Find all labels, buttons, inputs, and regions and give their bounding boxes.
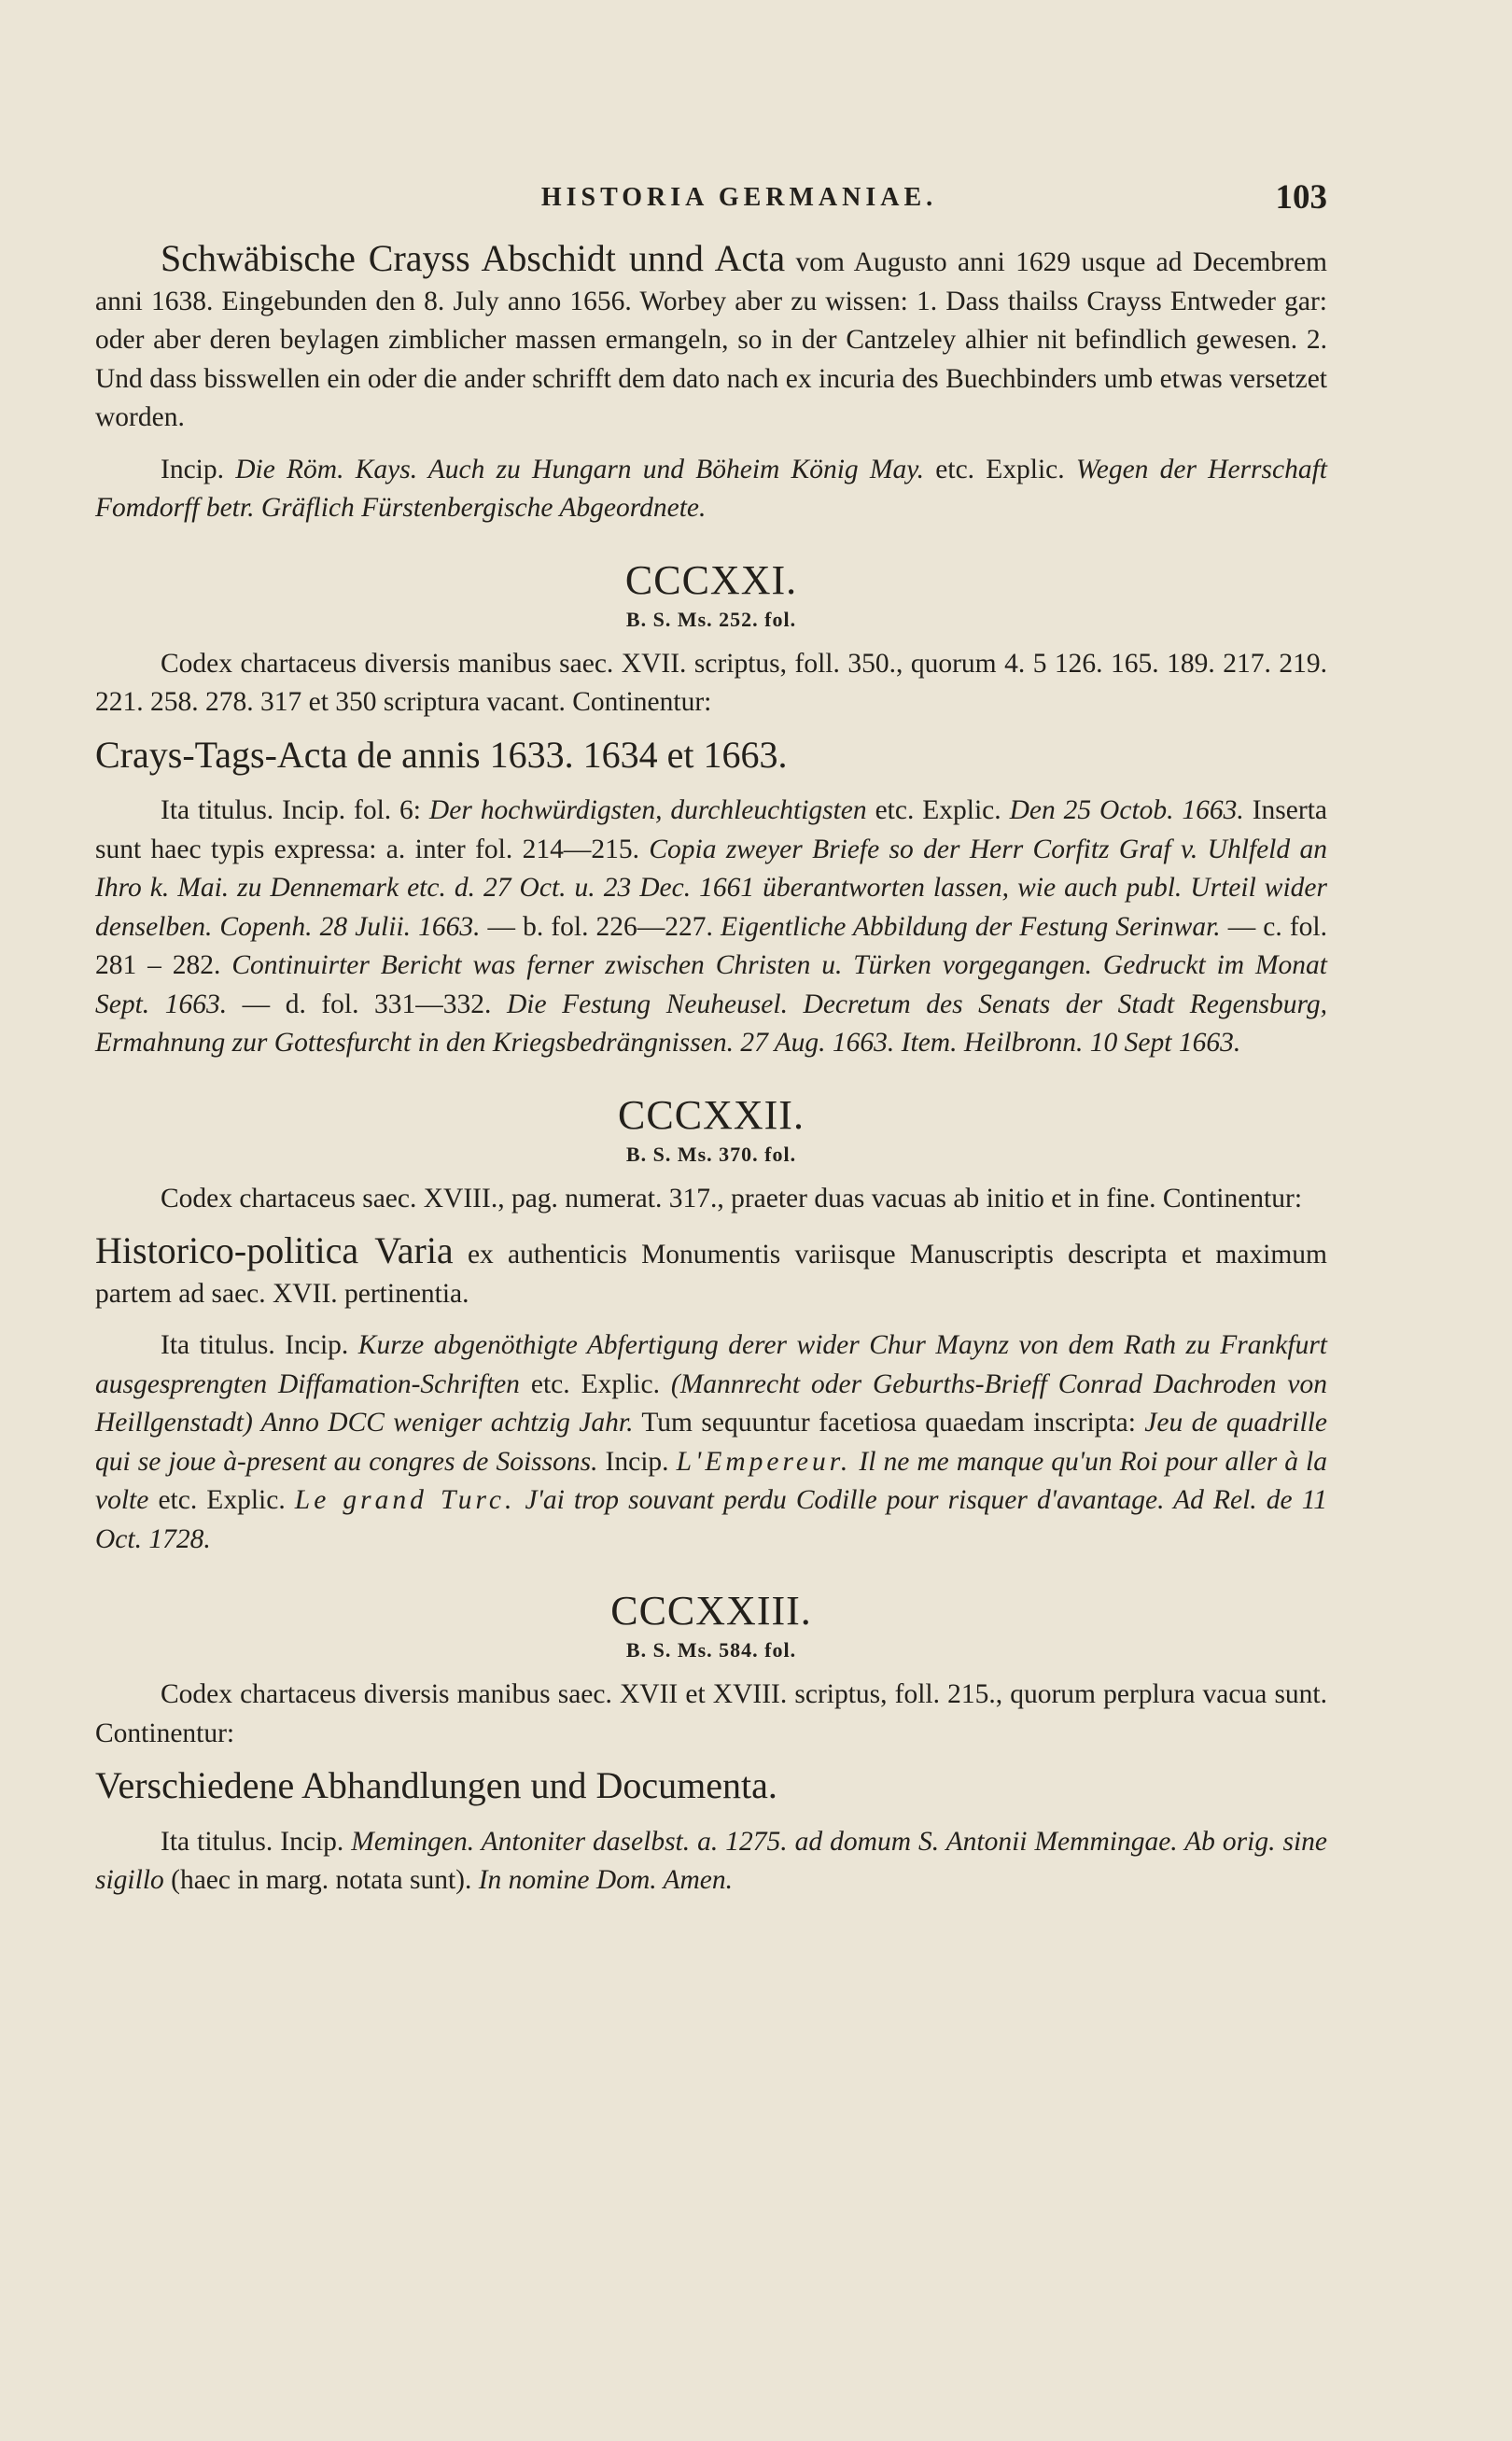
text-segment: Incip. [597,1446,677,1477]
italic-segment: Den 25 Octob. 1663. [1009,795,1244,825]
entry-322-contents [95,1326,1327,1559]
entry-321-shelfmark: B. S. Ms. 252. fol. [625,607,797,631]
entry-323-lead: Verschiedene Abhandlungen und Documenta. [95,1764,777,1806]
entry-321-contents [95,792,1327,1063]
entry-323-description: Codex chartaceus diversis manibus saec. XVII et XVIII. scriptus, foll. 215., quorum perplura vacua sunt. Continentur: [95,1679,1327,1748]
italic-segment: In nomine Dom. Amen. [478,1865,734,1895]
entry-320-explic-text: Wegen der Herrschaft Fomdorff betr. Gräflich Fürstenbergische Abgeordnete. [95,454,1327,523]
text-segment: Tum sequuntur facetiosa quaedam inscripta: [633,1408,1145,1438]
italic-segment: Kurze abgenöthigte Abfertigung derer wider Chur Maynz von dem Rath zu Frankfurt ausgesprengten Diffamation-Schriften [95,1330,1327,1399]
italic-segment: Jeu de quadrille qui se joue à-present au congres de Soissons. [95,1408,1327,1477]
text-segment: etc. Explic. [866,795,1010,825]
italic-spaced-segment: Le grand Turc. [294,1485,516,1515]
entry-320-lead: Schwäbische Crayss Abschidt unnd Acta [161,237,786,279]
page-number: 103 [1275,178,1327,217]
entry-320-incip-text: Die Röm. Kays. Auch zu Hungarn und Böheim König May. [235,454,925,484]
entry-323-number: CCCXXIII. [610,1588,812,1634]
text-segment: — d. fol. 331—332. [227,989,507,1019]
running-title: HISTORIA GERMANIAE. [540,183,938,212]
italic-segment: Memingen. Antoniter daselbst. a. 1275. ad domum S. Antonii Memmingae. Ab orig. sine sigillo [95,1826,1327,1895]
text-segment: Ita titulus. Incip. fol. 6: [161,795,429,825]
entry-322-description: Codex chartaceus saec. XVIII., pag. numerat. 317., praeter duas vacuas ab initio et in fine. Continentur: [161,1183,1303,1213]
italic-segment: Continuirter Bericht was ferner zwischen Christen u. Türken vorgegangen. Gedruckt im Monat Sept. 1663. [95,950,1327,1019]
entry-320-description [95,239,1327,438]
italic-segment: J'ai trop souvant perdu Codille pour risquer d'avantage. Ad Rel. de 11 Oct. 1728. [95,1485,1327,1554]
entry-321-description: Codex chartaceus diversis manibus saec. XVII. scriptus, foll. 350., quorum 4. 5 126. 165. 189. 217. 219. 221. 258. 278. 317 et 350 scriptura vacant. Continentur: [95,648,1327,717]
entry-323-shelfmark: B. S. Ms. 584. fol. [625,1638,797,1662]
text-segment: Ita titulus. Incip. [161,1330,358,1360]
entry-320-incipit [95,451,1327,528]
entry-322-shelfmark: B. S. Ms. 370. fol. [625,1142,797,1166]
text-segment: Ita titulus. Incip. [161,1826,352,1857]
entry-321-number: CCCXXI. [624,556,798,603]
italic-segment: (Mannrecht oder Geburths-Brieff Conrad Dachroden von Heillgenstadt) Anno DCC weniger achtzig Jahr. [95,1368,1327,1438]
italic-spaced-segment: L'Empereur. [676,1446,852,1477]
text-segment: (haec in marg. notata sunt). [163,1865,479,1895]
incip-label: Incip. [161,454,224,484]
entry-321-title [95,733,1327,779]
entry-322-lead-rest: ex authenticis Monumentis variisque Manuscriptis descripta et maximum partem ad saec. XVII. pertinentia. [95,1240,1327,1309]
italic-segment: Die Festung Neuheusel. Decretum des Senats der Stadt Regensburg, Ermahnung zur Gottesfurcht in den Kriegsbedrängnissen. 27 Aug. 1663. Item. Heilbronn. 10 Sept 1663. [95,989,1327,1058]
entry-321-lead: Crays-Tags-Acta de annis 1633. 1634 et 1663. [95,733,788,776]
text-segment: — b. fol. 226—227. [480,911,721,942]
running-head [95,179,1327,222]
text-segment: Inserta sunt haec typis expressa: a. inter fol. 214—215. [95,795,1327,864]
entry-323-title [95,1766,1327,1810]
italic-segment: Il ne me manque qu'un Roi pour aller à la volte [95,1446,1328,1515]
explic-label: Explic. [986,454,1065,484]
entry-322-lead: Historico-politica Varia [95,1229,454,1271]
text-segment: etc. Explic. [519,1368,671,1399]
entry-320-text: vom Augusto anni 1629 usque ad Decembrem anni 1638. Eingebunden den 8. July anno 1656. Worbey aber zu wissen: 1. Dass thailss Crayss Entweder gar: oder aber deren beylagen zimblicher massen ermangeln, so in der Cantzeley alhier nit befindlich gewesen. 2. Und dass bisswellen ein oder die ander schrifft dem dato nach ex incuria des Buechbinders umb etwas versetzet worden. [95,247,1327,432]
italic-segment: Eigentliche Abbildung der Festung Serinwar. [721,911,1221,942]
text-segment: etc. Explic. [148,1485,295,1515]
entry-322-number: CCCXXII. [618,1091,805,1138]
text-segment: — c. fol. 281 – 282. [95,911,1327,980]
etc-text: etc. [924,454,987,484]
italic-segment: Copia zweyer Briefe so der Herr Corfitz Graf v. Uhlfeld an Ihro k. Mai. zu Dennemark etc. d. 27 Oct. u. 23 Dec. 1661 überantworten lassen, wie auch publ. Urteil wider denselben. Copenh. 28 Julii. 1663. [95,834,1327,942]
entry-322-title [95,1231,1327,1313]
italic-segment: Der hochwürdigsten, durchleuchtigsten [428,795,867,825]
entry-323-contents [95,1823,1327,1901]
